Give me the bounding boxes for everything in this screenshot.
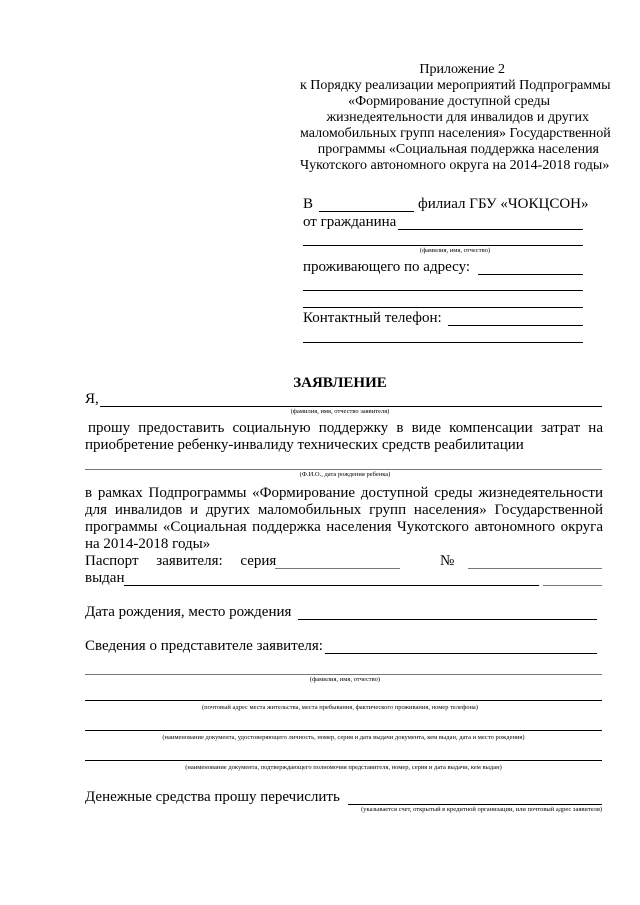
birth-label: Дата рождения, место рождения — [85, 604, 292, 620]
appendix-block — [300, 62, 611, 174]
issued-label: выдан — [85, 570, 125, 586]
address-field-3[interactable] — [303, 307, 583, 308]
transfer-label: Денежные средства прошу перечислить — [85, 789, 340, 805]
program-line-1: в рамках Подпрограммы «Формирование доступной среды жизнедеятельности — [85, 485, 603, 501]
phone-field-2[interactable] — [303, 342, 583, 343]
passport-label: Паспорт заявителя: серия — [85, 553, 277, 569]
request-line-1: прошу предоставить социальную поддержку в виде компенсации затрат на — [88, 420, 603, 436]
birth-field[interactable] — [298, 619, 597, 620]
address-field-2[interactable] — [303, 290, 583, 291]
rep-id-hint: (наименование документа, удостоверяющего личность, номер, серия и дата выдачи документа, кем выдан, дата и место рождения) — [162, 734, 525, 741]
passport-series-field[interactable] — [275, 568, 400, 569]
address-label: проживающего по адресу: — [303, 259, 471, 275]
citizen-name-field[interactable] — [398, 229, 583, 230]
rep-address-field[interactable] — [85, 700, 602, 701]
program-line-2: для инвалидов и других маломобильных групп населения» Государственной — [85, 502, 603, 518]
rep-id-field[interactable] — [85, 730, 602, 731]
branch-field[interactable] — [319, 211, 414, 212]
program-line-3: программы «Социальная поддержка населения Чукотского автономного округа — [85, 519, 603, 535]
representative-label: Сведения о представителе заявителя: — [85, 638, 323, 654]
appendix-line: к Порядку реализации мероприятий Подпрограммы — [300, 78, 611, 93]
request-line-2: приобретение ребенку-инвалиду технических средств реабилитации — [85, 437, 524, 453]
program-line-4: на 2014-2018 годы» — [85, 536, 211, 552]
rep-address-hint: (почтовый адрес места жительства, места пребывания, фактического проживания, номер телефона) — [202, 704, 478, 711]
issued-field[interactable] — [124, 585, 539, 586]
name-hint: (фамилия, имя, отчество) — [419, 247, 491, 254]
issued-field-2[interactable] — [543, 585, 602, 586]
ya-label: Я, — [85, 391, 99, 407]
applicant-name-field[interactable] — [100, 406, 602, 407]
appendix-line: жизнедеятельности для инвалидов и других — [326, 110, 589, 125]
form-title: ЗАЯВЛЕНИЕ — [293, 375, 387, 391]
rep-power-field[interactable] — [85, 760, 602, 761]
number-sign: № — [440, 553, 455, 569]
representative-field[interactable] — [325, 653, 597, 654]
phone-label: Контактный телефон: — [303, 310, 442, 326]
address-field[interactable] — [478, 274, 583, 275]
transfer-field[interactable] — [348, 804, 602, 805]
addressee-v: В — [303, 196, 314, 212]
rep-power-hint: (наименование документа, подтверждающего полномочия представителя, номер, серия и дата выдачи, кем выдан) — [185, 764, 502, 771]
appendix-line: «Формирование доступной среды — [348, 94, 550, 109]
rep-name-hint: (фамилия, имя, отчество) — [309, 676, 381, 683]
appendix-line: программы «Социальная поддержка населения — [317, 142, 599, 157]
phone-field[interactable] — [448, 325, 583, 326]
branch-label: филиал ГБУ «ЧОКЦСОН» — [418, 196, 589, 212]
from-label: от гражданина — [303, 214, 397, 230]
appendix-line: Приложение 2 — [419, 62, 505, 77]
passport-number-field[interactable] — [468, 568, 602, 569]
transfer-hint: (указывается счет, открытый в кредитной организации, или почтовый адрес заявителя) — [361, 806, 602, 813]
rep-name-field[interactable] — [85, 674, 602, 675]
appendix-line: маломобильных групп населения» Государственной — [300, 126, 611, 141]
citizen-name-field-2[interactable] — [303, 245, 583, 246]
child-hint: (Ф.И.О., дата рождения ребенка) — [299, 471, 391, 478]
applicant-hint: (фамилия, имя, отчество заявителя) — [290, 408, 390, 415]
appendix-line: Чукотского автономного округа на 2014-2018 годы» — [300, 158, 610, 173]
child-field[interactable] — [85, 469, 602, 470]
